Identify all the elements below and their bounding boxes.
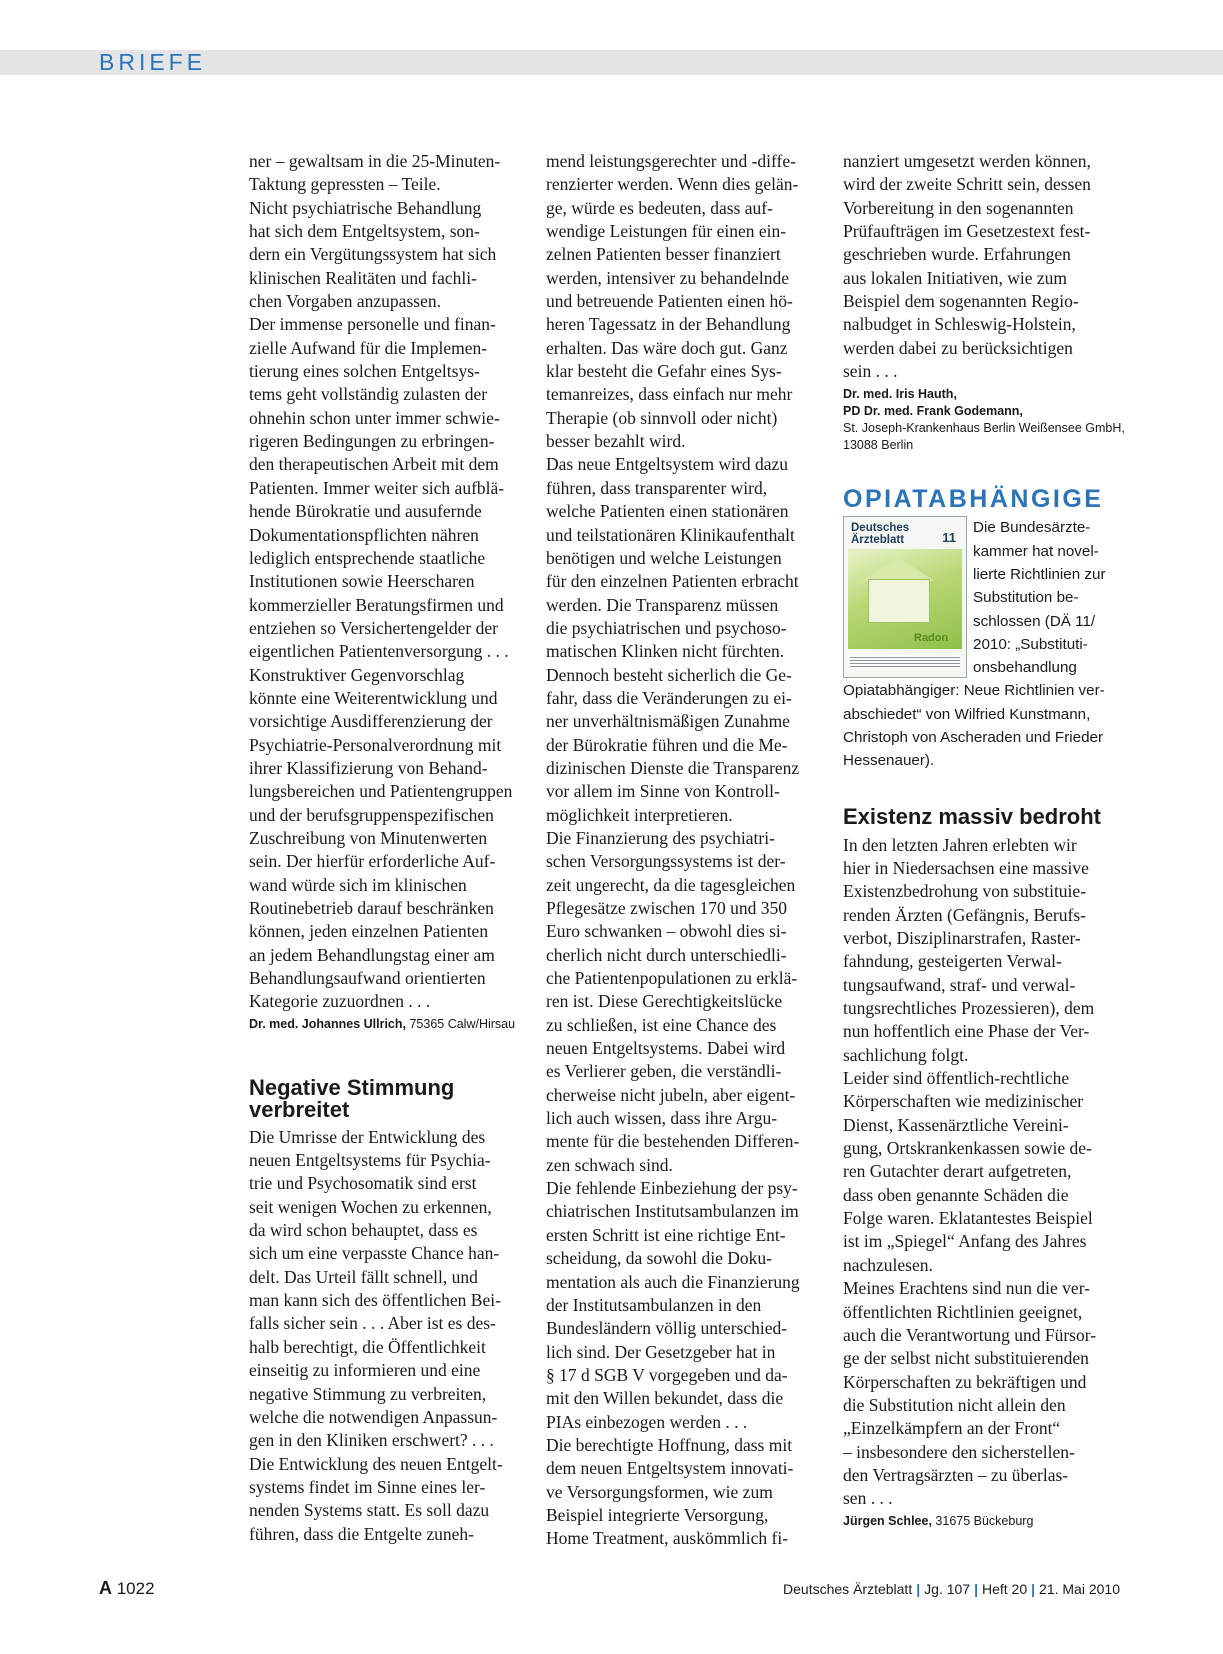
text-line: Institutionen sowie Heerscharen xyxy=(249,571,475,592)
text-line: den Vertragsärzten – zu überlas- xyxy=(843,1464,1069,1485)
text-line: Beispiel integrierte Versorgung, xyxy=(546,1504,769,1525)
text-line: und der berufsgruppenspezifischen xyxy=(249,804,494,825)
text-line: abschiedet“ von Wilfried Kunstmann, xyxy=(843,705,1091,723)
text-line: welche die notwendigen Anpassun- xyxy=(249,1406,498,1427)
text-line: Die fehlende Einbeziehung der psy- xyxy=(546,1178,798,1199)
text-line: werden dabei zu berücksichtigen xyxy=(843,337,1073,358)
text-line: es Verlierer geben, die verständli- xyxy=(546,1061,782,1082)
page-prefix: A xyxy=(99,1578,112,1598)
text-line: aus lokalen Initiativen, wie zum xyxy=(843,267,1068,288)
text-line: dizinischen Dienste die Transparenz xyxy=(546,757,800,778)
text-line: lungsbereichen und Patientengruppen xyxy=(249,781,513,802)
text-line: rigeren Bedingungen zu erbringen- xyxy=(249,431,495,452)
text-line: matischen Klinken nicht fürchten. xyxy=(546,641,785,662)
text-line: trie und Psychosomatik sind erst xyxy=(249,1173,477,1194)
text-line: zielle Aufwand für die Implemen- xyxy=(249,337,488,358)
signature-ullrich xyxy=(249,1016,527,1033)
section-label: BRIEFE xyxy=(99,49,207,75)
text-line: Meines Erachtens sind nun die ver- xyxy=(843,1278,1091,1299)
text-line: wird der zweite Schritt sein, dessen xyxy=(843,174,1091,195)
letter-body-2-end xyxy=(843,150,1125,383)
text-line: vor allem im Sinne von Kontroll- xyxy=(546,781,780,802)
text-line: 2010: „Substituti- xyxy=(973,635,1088,653)
text-line: führen, dass transparenter wird, xyxy=(546,477,768,498)
text-line: halb berechtigt, die Öffentlichkeit xyxy=(249,1336,486,1357)
text-line: Körperschaften zu bekräftigen und xyxy=(843,1371,1087,1392)
text-line: Die Umrisse der Entwicklung des xyxy=(249,1126,486,1147)
text-line: für den einzelnen Patienten erbracht xyxy=(546,571,799,592)
text-line: Patienten. Immer weiter sich aufblä- xyxy=(249,477,505,498)
text-line: wendige Leistungen für einen ein- xyxy=(546,221,787,242)
text-line: nachzulesen. xyxy=(843,1254,933,1275)
text-line: Home Treatment, auskömmlich fi- xyxy=(546,1528,789,1549)
text-line: man kann sich des öffentlichen Bei- xyxy=(249,1290,501,1311)
text-line: Existenzbedrohung von substituie- xyxy=(843,881,1087,902)
text-line: § 17 d SGB V vorgegeben und da- xyxy=(546,1364,788,1385)
text-line: kommerzieller Beratungsfirmen und xyxy=(249,594,504,615)
text-line: zelnen Patienten besser finanziert xyxy=(546,244,781,265)
text-line: dern ein Vergütungssystem hat sich xyxy=(249,244,497,265)
text-line: ve Versorgungsformen, wie zum xyxy=(546,1481,773,1502)
signature-place: 13088 Berlin xyxy=(843,438,914,453)
text-line: Leider sind öffentlich-rechtliche xyxy=(843,1068,1070,1089)
text-line: der Bürokratie führen und die Me- xyxy=(546,734,788,755)
text-line: Kategorie zuzuordnen . . . xyxy=(249,991,431,1012)
journal-name: Deutsches Ärzteblatt xyxy=(783,1581,913,1597)
text-line: Das neue Entgeltsystem wird dazu xyxy=(546,454,789,475)
cover-issue-number: 11 xyxy=(942,530,956,546)
text-line: chiatrischen Institutsambulanzen im xyxy=(546,1201,799,1222)
text-line: da wird schon behauptet, dass es xyxy=(249,1220,478,1241)
text-line: möglichkeit interpretieren. xyxy=(546,804,733,825)
cover-headline: Radon xyxy=(914,632,949,645)
text-line: und teilstationären Klinikaufenthalt xyxy=(546,524,795,545)
text-line: mend leistungsgerechter und -diffe- xyxy=(546,151,796,171)
text-line: sein. Der hierfür erforderliche Auf- xyxy=(249,851,496,872)
text-line: wand würde sich im klinischen xyxy=(249,874,467,895)
text-line: sein . . . xyxy=(843,361,898,382)
opia-intro-full xyxy=(843,679,1125,772)
text-line: nalbudget in Schleswig-Holstein, xyxy=(843,314,1076,335)
text-line: „Einzelkämpfern an der Front“ xyxy=(843,1418,1061,1439)
text-line: neuen Entgeltsystems. Dabei wird xyxy=(546,1038,786,1059)
text-line: Nicht psychiatrische Behandlung xyxy=(249,197,482,218)
signature-place: 31675 Bückeburg xyxy=(931,1513,1034,1528)
text-line: nanziert umgesetzt werden können, xyxy=(843,151,1091,171)
text-line: und betreuende Patienten einen hö- xyxy=(546,291,793,312)
text-line: öffentlichten Richtlinien geeignet, xyxy=(843,1301,1083,1322)
text-line: zu schließen, ist eine Chance des xyxy=(546,1014,777,1035)
text-line: tungsaufwand, straf- und verwal- xyxy=(843,974,1076,995)
column-1 xyxy=(249,150,527,1546)
text-line: Euro schwanken – obwohl dies si- xyxy=(546,921,787,942)
text-line: klinischen Realitäten und fachli- xyxy=(249,267,477,288)
text-line: Die Finanzierung des psychiatri- xyxy=(546,827,775,848)
text-line: ner – gewaltsam in die 25-Minuten- xyxy=(249,151,501,171)
text-line: auch die Verantwortung und Fürsor- xyxy=(843,1324,1097,1345)
page-number xyxy=(99,1578,155,1599)
text-line: ge, würde es bedeuten, dass auf- xyxy=(546,197,773,218)
text-line: kammer hat novel- xyxy=(973,542,1099,560)
text-line: Konstruktiver Gegenvorschlag xyxy=(249,664,465,685)
text-line: sen . . . xyxy=(843,1488,893,1509)
text-line: sachlichung folgt. xyxy=(843,1044,969,1065)
text-line: vorsichtige Ausdifferenzierung der xyxy=(249,711,493,732)
magazine-cover-image xyxy=(843,516,967,678)
text-line: mente für die bestehenden Differen- xyxy=(546,1131,800,1152)
text-line: che Patientenpopulationen zu erklä- xyxy=(546,968,798,989)
text-line: Dennoch besteht sicherlich die Ge- xyxy=(546,664,792,685)
text-line: werden. Die Transparenz müssen xyxy=(546,594,779,615)
text-line: renzierter werden. Wenn dies gelän- xyxy=(546,174,799,195)
text-line: Behandlungsaufwand orientierten xyxy=(249,968,486,989)
letter-body-2-continued xyxy=(546,150,824,1551)
text-line: können, jeden einzelnen Patienten xyxy=(249,921,489,942)
text-line: lediglich entsprechende staatliche xyxy=(249,547,486,568)
text-line: könnte eine Weiterentwicklung und xyxy=(249,687,498,708)
text-line: seit wenigen Wochen zu erkennen, xyxy=(249,1196,492,1217)
text-line: Bundesländern völlig unterschied- xyxy=(546,1318,788,1339)
text-line: delt. Das Urteil fällt schnell, und xyxy=(249,1266,478,1287)
text-line: Substitution be- xyxy=(973,589,1079,607)
text-line: führen, dass die Entgelte zuneh- xyxy=(249,1523,474,1544)
signature-name: Dr. med. Johannes Ullrich, xyxy=(249,1016,406,1031)
column-2 xyxy=(546,150,824,1551)
text-line: dem neuen Entgeltsystem innovati- xyxy=(546,1458,794,1479)
text-line: Die Entwicklung des neuen Entgelt- xyxy=(249,1453,503,1474)
text-line: Die berechtigte Hoffnung, dass mit xyxy=(546,1434,793,1455)
text-line: die psychiatrischen und psychoso- xyxy=(546,617,787,638)
column-3 xyxy=(843,150,1125,1530)
text-line: gung, Ortskrankenkassen sowie de- xyxy=(843,1138,1092,1159)
text-line: den therapeutischen Arbeit mit dem xyxy=(249,454,499,475)
text-line: fahr, dass die Veränderungen zu ei- xyxy=(546,687,792,708)
text-line: klar besteht die Gefahr eines Sys- xyxy=(546,361,782,382)
text-line: schlossen (DÄ 11/ xyxy=(973,612,1096,630)
text-line: besser bezahlt wird. xyxy=(546,431,686,452)
text-line: Routinebetrieb darauf beschränken xyxy=(249,898,494,918)
text-line: systems findet im Sinne eines ler- xyxy=(249,1476,486,1497)
text-line: tems geht vollständig zulasten der xyxy=(249,384,488,405)
text-line: ohnehin schon unter immer schwie- xyxy=(249,407,500,428)
cover-text-lines xyxy=(850,655,960,669)
text-line: Zuschreibung von Minutenwerten xyxy=(249,827,488,848)
text-line: Opiatabhängiger: Neue Richtlinien ver- xyxy=(843,682,1105,700)
text-line: lich auch wissen, dass ihre Argu- xyxy=(546,1108,778,1129)
text-line: lich sind. Der Gesetzgeber hat in xyxy=(546,1341,776,1362)
opia-intro-wrap xyxy=(843,516,1125,679)
text-line: Folge waren. Eklatantestes Beispiel xyxy=(843,1208,1093,1229)
journal-volume: Jg. 107 xyxy=(924,1581,971,1597)
headline-line: Negative Stimmung xyxy=(249,1074,455,1100)
text-line: die Substitution nicht allein den xyxy=(843,1394,1066,1415)
text-line: Therapie (ob sinnvoll oder nicht) xyxy=(546,407,778,428)
text-line: Dienst, Kassenärztliche Vereini- xyxy=(843,1114,1069,1135)
letter-body-2 xyxy=(249,1126,527,1546)
text-line: In den letzten Jahren erlebten wir xyxy=(843,834,1077,855)
text-line: hende Bürokratie und ausufernde xyxy=(249,501,482,522)
letter-body-1 xyxy=(249,150,527,1014)
text-line: scheidung, da sowohl die Doku- xyxy=(546,1248,773,1269)
cover-title: Deutsches Ärzteblatt xyxy=(851,522,910,547)
text-line: Die Bundesärzte- xyxy=(973,519,1091,537)
text-line: temanreizes, dass einfach nur mehr xyxy=(546,384,793,405)
text-line: nun hoffentlich eine Phase der Ver- xyxy=(843,1021,1090,1042)
text-line: cherlich nicht durch unterschiedli- xyxy=(546,944,787,965)
text-line: cherweise nicht jubeln, aber eigent- xyxy=(546,1084,796,1105)
text-line: eigentlichen Patientenversorgung . . . xyxy=(249,641,509,662)
text-line: schen Versorgungssystems ist der- xyxy=(546,851,786,872)
text-line: tungsrechtliches Prozessieren), dem xyxy=(843,998,1095,1019)
text-line: Christoph von Ascheraden und Frieder xyxy=(843,729,1104,747)
journal-date: 21. Mai 2010 xyxy=(1039,1581,1120,1597)
text-line: Hessenauer). xyxy=(843,752,935,770)
section-title-opiatabhaengige: OPIATABHÄNGIGE xyxy=(843,485,1104,514)
text-line: sich um eine verpasste Chance han- xyxy=(249,1243,500,1264)
journal-issue: Heft 20 xyxy=(981,1581,1028,1597)
text-line: ist im „Spiegel“ Anfang des Jahres xyxy=(843,1231,1087,1252)
text-line: benötigen und welche Leistungen xyxy=(546,547,782,568)
signature-schlee xyxy=(843,1513,1125,1530)
text-line: Pflegesätze zwischen 170 und 350 xyxy=(546,898,788,918)
text-line: Körperschaften wie medizinischer xyxy=(843,1091,1084,1112)
headline-existenz-massiv-bedroht: Existenz massiv bedroht xyxy=(843,803,1101,829)
text-line: tierung eines solchen Entgeltsys- xyxy=(249,361,480,382)
text-line: hier in Niedersachsen eine massive xyxy=(843,857,1089,878)
text-line: entziehen so Versichertengelder der xyxy=(249,617,498,638)
text-line: mentation als auch die Finanzierung xyxy=(546,1271,800,1292)
signature-affiliation: St. Joseph-Krankenhaus Berlin Weißensee GmbH, xyxy=(843,421,1125,436)
text-line: ge der selbst nicht substituierenden xyxy=(843,1348,1089,1369)
letter-body-3 xyxy=(843,834,1125,1511)
opia-intro-side xyxy=(973,516,1106,679)
text-line: der Institutsambulanzen in den xyxy=(546,1294,762,1315)
text-line: Der immense personelle und finan- xyxy=(249,314,496,335)
text-line: nenden Systems statt. Es soll dazu xyxy=(249,1500,490,1521)
text-line: Psychiatrie-Personalverordnung mit xyxy=(249,734,502,755)
text-line: neuen Entgeltsystems für Psychia- xyxy=(249,1150,491,1171)
signature-name: Dr. med. Iris Hauth, xyxy=(843,387,957,402)
text-line: – insbesondere den sicherstellen- xyxy=(843,1441,1075,1462)
text-line: Dokumentationspflichten nähren xyxy=(249,524,479,545)
text-line: chen Vorgaben anzupassen. xyxy=(249,291,441,312)
signature-name: Jürgen Schlee, xyxy=(843,1513,932,1528)
headline-negative-stimmung xyxy=(249,1074,527,1122)
text-line: erhalten. Das wäre doch gut. Ganz xyxy=(546,337,788,358)
text-line: werden, intensiver zu behandelnde xyxy=(546,267,789,288)
text-line: heren Tagessatz in der Behandlung xyxy=(546,314,791,335)
headline-line: verbreitet xyxy=(249,1096,350,1122)
text-line: mit den Willen bekundet, dass die xyxy=(546,1388,784,1409)
text-line: Prüfaufträgen im Gesetzestext fest- xyxy=(843,221,1091,242)
text-line: falls sicher sein . . . Aber ist es des- xyxy=(249,1313,496,1334)
text-line: gen in den Kliniken erschwert? . . . xyxy=(249,1430,494,1451)
text-line: ren Gutachter derart aufgetreten, xyxy=(843,1161,1072,1182)
signature-name: PD Dr. med. Frank Godemann, xyxy=(843,404,1023,419)
text-line: zeit ungerecht, da die tagesgleichen xyxy=(546,874,796,895)
text-line: verbot, Disziplinarstrafen, Raster- xyxy=(843,928,1081,948)
text-line: ihrer Klassifizierung von Behand- xyxy=(249,757,488,778)
text-line: Vorbereitung in den sogenannten xyxy=(843,197,1074,218)
text-line: renden Ärzten (Gefängnis, Berufs- xyxy=(843,904,1086,925)
text-line: onsbehandlung xyxy=(973,659,1077,677)
text-line: hat sich dem Entgeltsystem, son- xyxy=(249,221,480,242)
text-line: zen schwach sind. xyxy=(546,1154,673,1175)
text-line: einseitig zu informieren und eine xyxy=(249,1360,481,1381)
text-line: geschrieben wurde. Erfahrungen xyxy=(843,244,1071,265)
text-line: ner unverhältnismäßigen Zunahme xyxy=(546,711,790,732)
signature-place: 75365 Calw/Hirsau xyxy=(406,1016,516,1031)
text-line: welche Patienten einen stationären xyxy=(546,501,789,522)
text-line: lierte Richtlinien zur xyxy=(973,566,1106,584)
text-line: an jedem Behandlungstag einer am xyxy=(249,944,495,965)
signature-hauth-godemann xyxy=(843,386,1125,454)
text-line: dass oben genannte Schäden die xyxy=(843,1184,1069,1205)
text-line: fahndung, gesteigerten Verwal- xyxy=(843,951,1062,972)
text-line: PIAs einbezogen werden . . . xyxy=(546,1411,748,1432)
footer-journal-info: Deutsches Ärzteblatt | Jg. 107 | Heft 20 | 21. Mai 2010 xyxy=(783,1581,1120,1597)
text-line: ren ist. Diese Gerechtigkeitslücke xyxy=(546,991,783,1012)
text-line: negative Stimmung zu verbreiten, xyxy=(249,1383,487,1404)
text-line: Beispiel dem sogenannten Regio- xyxy=(843,291,1079,312)
text-line: Taktung gepressten – Teile. xyxy=(249,174,441,195)
text-line: ersten Schritt ist eine richtige Ent- xyxy=(546,1224,786,1245)
page-number-value: 1022 xyxy=(112,1579,155,1598)
